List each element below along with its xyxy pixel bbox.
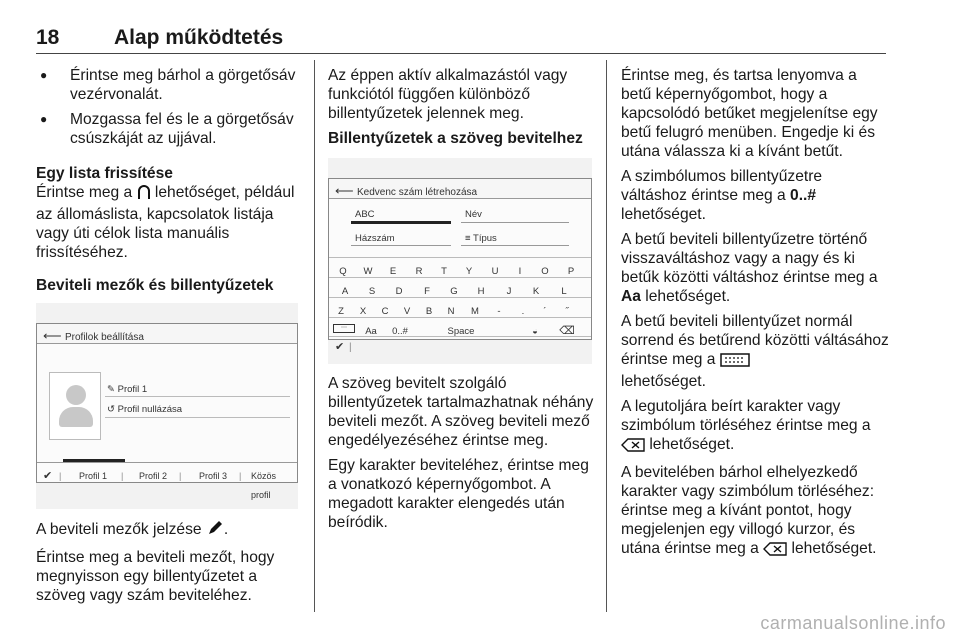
- heading-keyboards: Billentyűzetek a szöveg bevitelhez: [328, 130, 583, 147]
- key: D: [395, 286, 403, 297]
- text-span: A beviteli mezők jelzése: [36, 521, 202, 538]
- page-number: 18: [36, 26, 60, 49]
- key: K: [532, 286, 540, 297]
- profile-reset: Profil nullázása: [117, 404, 183, 415]
- heading-refresh: Egy lista frissítése: [36, 165, 173, 182]
- key: T: [441, 266, 447, 277]
- pencil-icon: [206, 519, 224, 542]
- keyboard-row-3: [329, 297, 591, 317]
- watermark: carmanualsonline.info: [760, 613, 946, 633]
- paragraph: A bevitelében bárhol elhelyezkedő karakter vagy szimbólum törléséhez: érintse meg a kívánt pontot, hogy megjelenjen egy villogó kurzor, és utána érintse meg a lehetőséget.: [621, 463, 891, 561]
- tab-profile-3: Profil 3: [199, 471, 228, 481]
- key: U: [491, 266, 499, 277]
- key: X: [359, 306, 367, 317]
- keyboard-row-2: [329, 277, 591, 297]
- text-span: Érintse meg a: [36, 184, 133, 201]
- paragraph: A betű beviteli billentyűzet normál sorrend és betűrend közötti váltásához érintse meg a lehetőséget.: [621, 313, 889, 390]
- key: S: [368, 286, 376, 297]
- bullet-list: [36, 66, 302, 148]
- field-type: ≡ Típus: [465, 233, 497, 244]
- field-address: Házszám: [355, 233, 395, 244]
- menu-icon: ≡: [465, 233, 471, 244]
- screen-title: Kedvenc szám létrehozása: [357, 187, 478, 198]
- key: J: [506, 286, 512, 297]
- tab-separator: |: [239, 471, 242, 481]
- back-arrow-icon: ⟵: [335, 183, 354, 198]
- tab-common-profile: Közös profil: [251, 471, 277, 500]
- column-3: [621, 66, 891, 567]
- active-field-underline: [351, 221, 451, 224]
- tab-profile-1: Profil 1: [79, 471, 108, 481]
- screen-title: Profilok beállítása: [65, 332, 144, 343]
- key: ˝: [565, 306, 569, 317]
- marker-paragraph: [36, 519, 302, 542]
- field-line: [461, 222, 569, 223]
- field-line: [461, 245, 569, 246]
- backspace-icon: [763, 542, 787, 561]
- key: I: [518, 266, 522, 277]
- profile-screenshot: [36, 303, 298, 509]
- key: B: [425, 306, 433, 317]
- key: .: [521, 306, 525, 317]
- paragraph: A legutoljára beírt karakter vagy szimbólum törléséhez érintse meg a lehetőséget.: [621, 397, 891, 457]
- profile-name: Profil 1: [117, 384, 148, 395]
- keyboard-screenshot: [328, 158, 592, 364]
- key: G: [450, 286, 458, 297]
- backspace-icon: ⌫: [559, 325, 575, 337]
- bold-term: 0..#: [790, 187, 817, 204]
- reset-icon: ↺: [107, 404, 115, 415]
- key: R: [415, 266, 423, 277]
- paragraph: A szimbólumos billentyűzetre váltáshoz érintse meg a 0..# lehetőséget.: [621, 168, 823, 223]
- key: V: [403, 306, 411, 317]
- paragraph: A betű beviteli billentyűzetre történő visszaváltáshoz vagy a nagy és ki betűk közötti váltáshoz érintse meg a Aa lehetőséget.: [621, 231, 878, 305]
- keyboard-screen: [328, 178, 592, 353]
- paragraph: A szöveg bevitelt szolgáló billentyűzetek tartalmazhatnak néhány beviteli mezőt. A szöveg beviteli mező engedélyezéséhez érintse meg.: [328, 375, 594, 449]
- field-abc: ABC: [355, 209, 375, 220]
- pencil-icon: ✎: [107, 384, 115, 395]
- speech-icon: ◒: [532, 326, 538, 337]
- check-icon: ✔: [335, 341, 345, 353]
- profile-tab-bar: [37, 462, 297, 500]
- bullet-item: ● Mozgassa fel és le a görgetősáv csúszkáját az ujjával.: [36, 110, 302, 148]
- key: W: [363, 266, 373, 277]
- check-icon: ✔: [43, 470, 53, 482]
- key-aa: Aa: [365, 326, 377, 337]
- refresh-paragraph: [36, 183, 302, 262]
- paragraph: Az éppen aktív alkalmazástól vagy funkciótól függően különböző billentyűzetek jelennek meg.: [328, 67, 568, 122]
- cursor-icon: |: [349, 342, 352, 353]
- key-symbols: 0..#: [392, 326, 408, 337]
- key-space: Space: [447, 326, 475, 337]
- key: N: [447, 306, 455, 317]
- key: Y: [465, 266, 473, 277]
- keyboard-row-4: [329, 317, 591, 337]
- keyboard-row-1: [329, 257, 591, 277]
- column-1: [36, 66, 302, 611]
- bold-term: Aa: [621, 288, 641, 305]
- screen-titlebar: [37, 324, 297, 344]
- text-span: .: [223, 521, 229, 538]
- tab-profile-2: Profil 2: [139, 471, 168, 481]
- screen-titlebar: [329, 179, 591, 199]
- key: H: [477, 286, 485, 297]
- heading-fields: Beviteli mezők és billentyűzetek: [36, 277, 274, 294]
- tab-separator: |: [179, 471, 182, 481]
- back-arrow-icon: ⟵: [43, 328, 62, 343]
- key: M: [471, 306, 479, 317]
- column-2: [328, 66, 594, 538]
- key: P: [567, 266, 575, 277]
- bullet-item: ● Érintse meg bárhol a görgetősáv vezérvonalát.: [36, 66, 302, 104]
- divider: [105, 396, 290, 397]
- key: E: [389, 266, 397, 277]
- tab-separator: |: [121, 471, 124, 481]
- field-line: [351, 245, 451, 246]
- touch-paragraph: Érintse meg a beviteli mezőt, hogy megnyisson egy billentyűzetet a szöveg vagy szám beviteléhez.: [36, 549, 275, 604]
- chapter-title: Alap működtetés: [114, 26, 284, 49]
- key: F: [424, 286, 430, 297]
- column-divider-2: [606, 60, 607, 612]
- key: C: [381, 306, 389, 317]
- key: A: [341, 286, 349, 297]
- paragraph: Érintse meg, és tartsa lenyomva a betű képernyőgombot, hogy a kapcsolódó betűket megjelenítse egy betű felugró menüben. Engedje ki és utána válassza ki a kívánt betűt.: [621, 67, 878, 160]
- backspace-icon: [621, 438, 645, 457]
- key: Z: [338, 306, 344, 317]
- field-name: Név: [465, 209, 482, 220]
- text-span: lehetőséget, például az állomáslista, kapcsolatok listája vagy úti célok lista manuális frissítéséhez.: [36, 184, 295, 261]
- key: Q: [339, 266, 347, 277]
- key: ´: [543, 306, 547, 317]
- column-divider-1: [314, 60, 315, 612]
- avatar: [49, 372, 101, 440]
- tab-separator: |: [59, 471, 62, 481]
- keyboard-layout-icon: ⋯: [333, 324, 355, 333]
- paragraph: Egy karakter beviteléhez, érintse meg a vonatkozó képernyőgombot. A megadott karakter elengedés után beíródik.: [328, 457, 589, 531]
- key: O: [541, 266, 549, 277]
- key: L: [561, 286, 567, 297]
- key: -: [497, 306, 501, 317]
- divider: [105, 417, 290, 418]
- page-header: [36, 24, 886, 54]
- refresh-icon: [137, 185, 151, 205]
- keyboard-layout-icon: [720, 353, 750, 372]
- profile-screen: [36, 323, 298, 500]
